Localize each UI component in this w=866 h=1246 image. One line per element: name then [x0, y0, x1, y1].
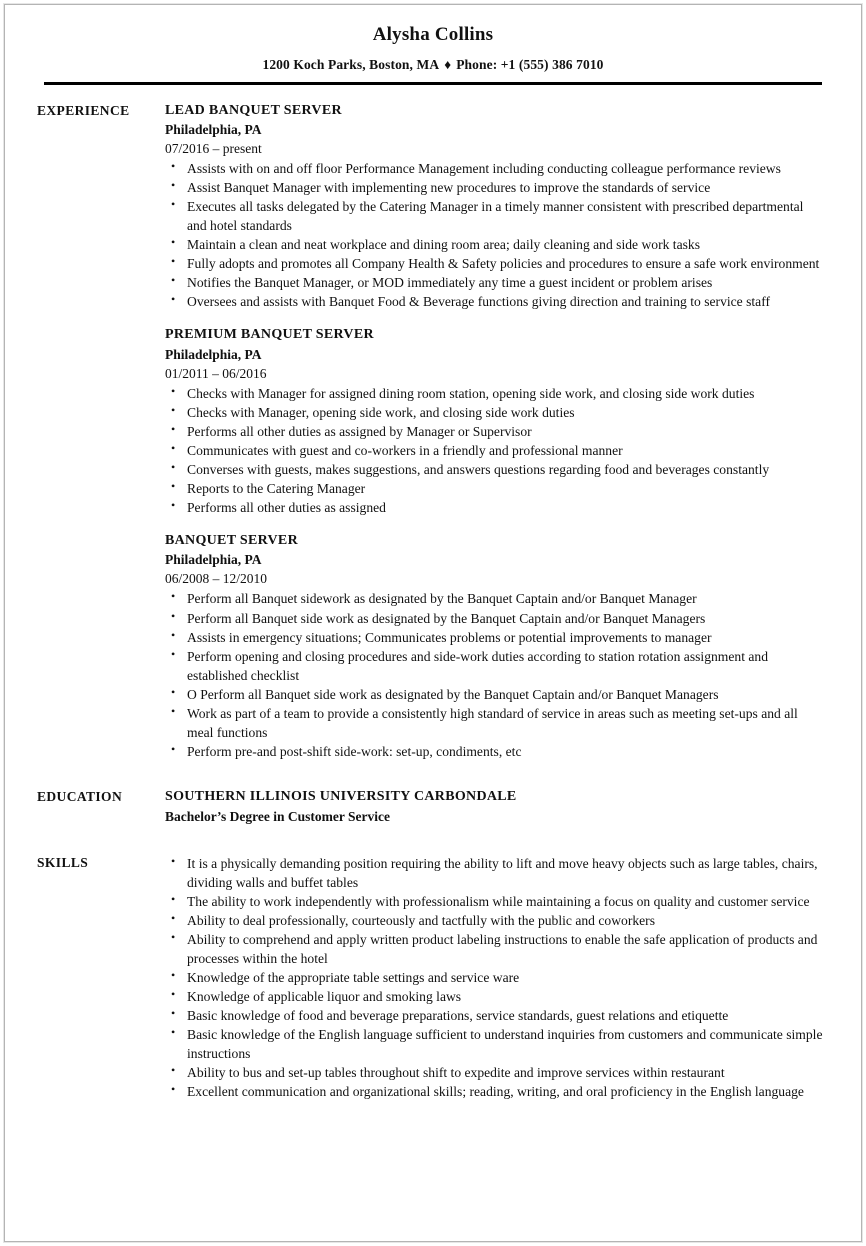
skill-bullet: • It is a physically demanding position requiring the ability to lift and move heavy objects such as large tables, chairs, dividing walls and buffet tables	[165, 854, 825, 892]
skill-bullet: • Knowledge of applicable liquor and smoking laws	[165, 987, 825, 1006]
skill-bullet: • Basic knowledge of the English language sufficient to understand inquiries from customers and communicate simple instructions	[165, 1025, 825, 1063]
job-dates: 07/2016 – present	[165, 140, 262, 156]
education-entries	[165, 787, 825, 827]
job-bullet: • Performs all other duties as assigned	[165, 498, 825, 517]
job-bullet: • Perform all Banquet side work as designated by the Banquet Captain and/or Banquet Managers	[165, 609, 825, 628]
section-label-skills: SKILLS	[37, 854, 89, 870]
skill-bullet: • The ability to work independently with professionalism while maintaining a focus on quality and customer service	[165, 892, 825, 911]
job-bullet: • O Perform all Banquet side work as designated by the Banquet Captain and/or Banquet Managers	[165, 685, 825, 704]
job-bullet: • Perform all Banquet sidework as designated by the Banquet Captain and/or Banquet Manager	[165, 589, 825, 608]
section-skills	[37, 853, 825, 1101]
skills-entries	[165, 853, 825, 1101]
resume-header	[0, 0, 866, 85]
job-title: LEAD BANQUET SERVER	[165, 102, 342, 118]
job-bullet: • Work as part of a team to provide a consistently high standard of service in areas such as meeting set-ups and all meal functions	[165, 704, 825, 742]
section-education	[37, 787, 825, 827]
job-dates: 01/2011 – 06/2016	[165, 365, 267, 381]
job-title: PREMIUM BANQUET SERVER	[165, 327, 374, 343]
job-bullet: • Oversees and assists with Banquet Food & Beverage functions giving direction and training to service staff	[165, 292, 825, 311]
job-location: Philadelphia, PA	[165, 122, 262, 138]
job-title: BANQUET SERVER	[165, 533, 298, 549]
skill-bullet: • Basic knowledge of food and beverage preparations, service standards, guest relations and etiquette	[165, 1006, 825, 1025]
education-school: SOUTHERN ILLINOIS UNIVERSITY CARBONDALE	[165, 788, 517, 804]
job-bullet: • Converses with guests, makes suggestions, and answers questions regarding food and beverages constantly	[165, 460, 825, 479]
section-label-experience: EXPERIENCE	[37, 102, 130, 118]
experience-item	[165, 531, 825, 761]
contact-line	[0, 57, 866, 73]
section-experience	[37, 101, 825, 761]
experience-item	[165, 325, 825, 517]
experience-item	[165, 101, 825, 312]
job-bullet: • Communicates with guest and co-workers in a friendly and professional manner	[165, 441, 825, 460]
section-label-education: EDUCATION	[37, 788, 123, 804]
job-bullet: • Checks with Manager for assigned dining room station, opening side work, and closing side work duties	[165, 384, 825, 403]
job-bullet: • Assist Banquet Manager with implementing new procedures to improve the standards of service	[165, 178, 825, 197]
job-bullet: • Fully adopts and promotes all Company Health & Safety policies and procedures to ensure a safe work environment	[165, 254, 825, 273]
job-bullet: • Perform opening and closing procedures and side-work duties according to station rotation assignment and established checklist	[165, 647, 825, 685]
candidate-name: Alysha Collins	[372, 24, 494, 45]
job-bullet-list	[165, 159, 825, 311]
skill-bullet: • Excellent communication and organizational skills; reading, writing, and oral proficiency in the English language	[165, 1082, 825, 1101]
job-bullet-list	[165, 384, 825, 517]
skills-bullet-list	[165, 854, 825, 1101]
skill-bullet: • Ability to deal professionally, courteously and tactfully with the public and coworkers	[165, 911, 825, 930]
job-bullet: • Notifies the Banquet Manager, or MOD immediately any time a guest incident or problem arises	[165, 273, 825, 292]
experience-entries	[165, 101, 825, 761]
job-bullet: • Executes all tasks delegated by the Catering Manager in a timely manner consistent with prescribed departmental and hotel standards	[165, 197, 825, 235]
job-bullet: • Assists with on and off floor Performance Management including conducting colleague performance reviews	[165, 159, 825, 178]
resume-content	[0, 101, 866, 1101]
job-bullet: • Reports to the Catering Manager	[165, 479, 825, 498]
job-bullet-list	[165, 589, 825, 760]
contact-address: 1200 Koch Parks, Boston, MA	[262, 56, 440, 72]
skill-bullet: • Knowledge of the appropriate table settings and service ware	[165, 968, 825, 987]
diamond-separator-icon: ♦	[444, 56, 452, 72]
skill-bullet: • Ability to bus and set-up tables throughout shift to expedite and improve services within restaurant	[165, 1063, 825, 1082]
job-bullet: • Perform pre-and post-shift side-work: set-up, condiments, etc	[165, 742, 825, 761]
contact-phone: Phone: +1 (555) 386 7010	[456, 56, 604, 72]
job-dates: 06/2008 – 12/2010	[165, 571, 268, 587]
skill-bullet: • Ability to comprehend and apply written product labeling instructions to enable the safe application of products and processes within the hotel	[165, 930, 825, 968]
job-bullet: • Checks with Manager, opening side work, and closing side work duties	[165, 403, 825, 422]
job-bullet: • Assists in emergency situations; Communicates problems or potential improvements to manager	[165, 628, 825, 647]
job-location: Philadelphia, PA	[165, 552, 262, 568]
job-bullet: • Maintain a clean and neat workplace and dining room area; daily cleaning and side work tasks	[165, 235, 825, 254]
job-location: Philadelphia, PA	[165, 346, 262, 362]
job-bullet: • Performs all other duties as assigned by Manager or Supervisor	[165, 422, 825, 441]
header-divider	[44, 82, 822, 85]
education-degree: Bachelor’s Degree in Customer Service	[165, 809, 390, 825]
